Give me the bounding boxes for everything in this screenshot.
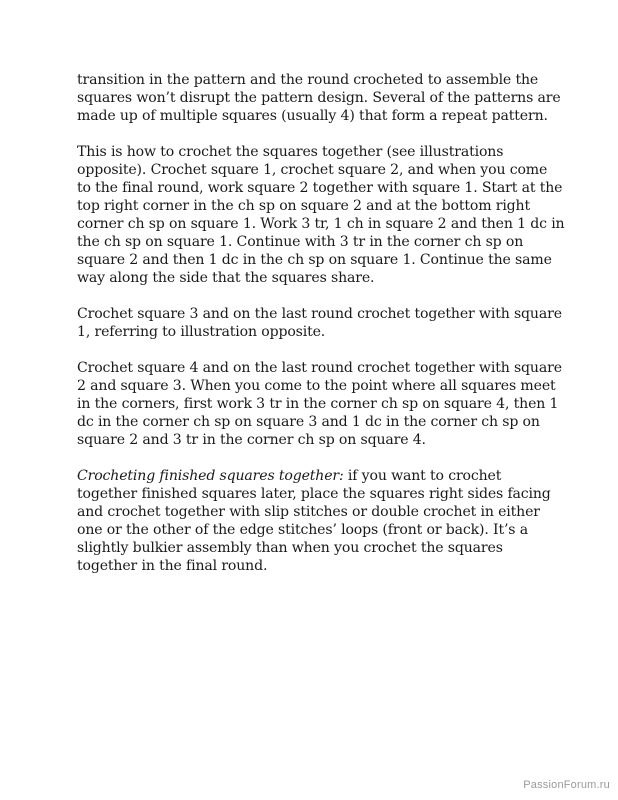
italic-lead: Crocheting finished squares together: xyxy=(77,468,344,484)
paragraph-how-to-join xyxy=(77,143,565,287)
paragraph-transition xyxy=(77,71,561,125)
text-line: Crochet square 3 and on the last round crochet together with square xyxy=(77,306,562,322)
text-line: squares won’t disrupt the pattern design. Several of the patterns are xyxy=(77,90,561,106)
text-line: square 2 and then 1 dc in the ch sp on square 1. Continue the same xyxy=(77,252,552,268)
text-line: 1, referring to illustration opposite. xyxy=(77,324,326,340)
watermark: PassionForum.ru xyxy=(523,779,610,791)
text-line: Crochet square 4 and on the last round crochet together with square xyxy=(77,360,562,376)
document-page xyxy=(77,71,565,593)
lead-rest: if you want to crochet xyxy=(343,468,502,484)
text-line: made up of multiple squares (usually 4) that form a repeat pattern. xyxy=(77,108,548,124)
text-line: square 2 and 3 tr in the corner ch sp on square 4. xyxy=(77,432,426,448)
paragraph-square-3 xyxy=(77,305,562,341)
text-line: corner ch sp on square 1. Work 3 tr, 1 ch in square 2 and then 1 dc in xyxy=(77,216,565,232)
text-line: one or the other of the edge stitches’ loops (front or back). It’s a xyxy=(77,522,528,538)
text-line: transition in the pattern and the round crocheted to assemble the xyxy=(77,72,539,88)
text-line xyxy=(77,467,547,485)
text-line: top right corner in the ch sp on square 2 and at the bottom right xyxy=(77,198,530,214)
text-line: dc in the corner ch sp on square 3 and 1 dc in the corner ch sp on xyxy=(77,414,540,430)
text-line: way along the side that the squares share. xyxy=(77,270,375,286)
text-line: slightly bulkier assembly than when you crochet the squares xyxy=(77,540,503,556)
text-line: This is how to crochet the squares together (see illustrations xyxy=(77,144,504,160)
text-line: together in the final round. xyxy=(77,558,268,574)
text-line: in the corners, first work 3 tr in the corner ch sp on square 4, then 1 xyxy=(77,396,559,412)
text-line: 2 and square 3. When you come to the point where all squares meet xyxy=(77,378,556,394)
paragraph-finished-squares xyxy=(77,467,551,575)
text-line: opposite). Crochet square 1, crochet square 2, and when you come xyxy=(77,162,548,178)
text-line: together finished squares later, place the squares right sides facing xyxy=(77,486,551,502)
paragraph-square-4 xyxy=(77,359,562,449)
text-line: and crochet together with slip stitches or double crochet in either xyxy=(77,504,540,520)
text-line: the ch sp on square 1. Continue with 3 tr in the corner ch sp on xyxy=(77,234,524,250)
text-line: to the final round, work square 2 together with square 1. Start at the xyxy=(77,180,563,196)
